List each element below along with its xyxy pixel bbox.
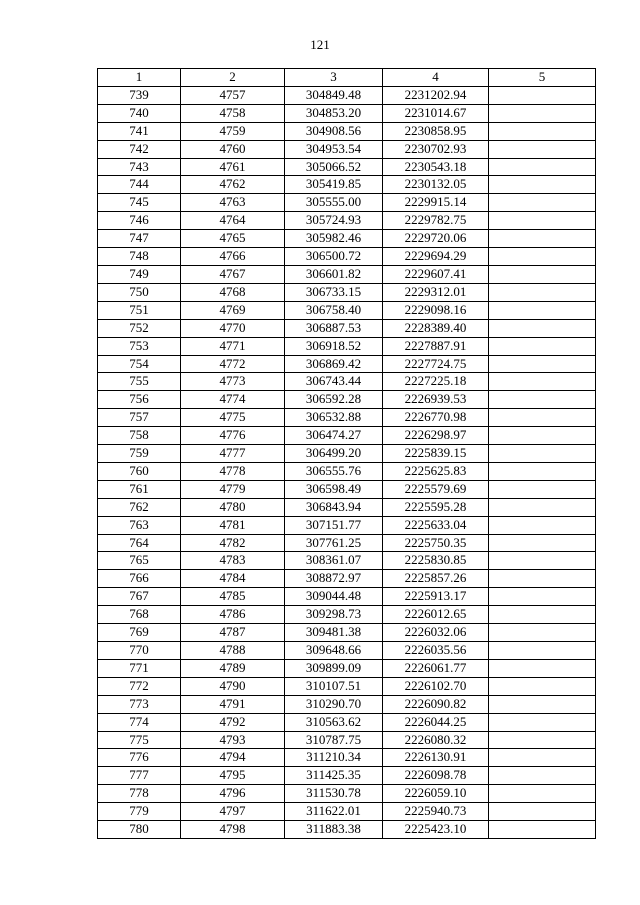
table-cell-col-4: 2229312.01 [383, 283, 489, 301]
table-cell-col-2: 4765 [181, 230, 285, 248]
table-row [98, 301, 596, 319]
table-cell-col-5 [489, 140, 596, 158]
table-cell-col-1: 762 [98, 498, 181, 516]
table-cell-col-2: 4775 [181, 409, 285, 427]
table-cell-col-3: 306887.53 [285, 319, 383, 337]
table-cell-col-5 [489, 642, 596, 660]
table-cell-col-4: 2225625.83 [383, 462, 489, 480]
table-row [98, 552, 596, 570]
table-cell-col-1: 747 [98, 230, 181, 248]
table-row [98, 283, 596, 301]
table-cell-col-3: 304908.56 [285, 122, 383, 140]
table-cell-col-3: 311883.38 [285, 821, 383, 839]
column-header-5: 5 [489, 69, 596, 87]
table-cell-col-3: 306758.40 [285, 301, 383, 319]
table-cell-col-5 [489, 337, 596, 355]
table-row [98, 588, 596, 606]
table-cell-col-2: 4770 [181, 319, 285, 337]
table-row [98, 86, 596, 104]
table-cell-col-1: 745 [98, 194, 181, 212]
table-cell-col-5 [489, 104, 596, 122]
table-cell-col-4: 2226044.25 [383, 713, 489, 731]
table-cell-col-1: 753 [98, 337, 181, 355]
table-cell-col-5 [489, 785, 596, 803]
table-cell-col-1: 750 [98, 283, 181, 301]
table-cell-col-2: 4792 [181, 713, 285, 731]
table-cell-col-5 [489, 767, 596, 785]
table-cell-col-5 [489, 498, 596, 516]
table-cell-col-4: 2226098.78 [383, 767, 489, 785]
table-cell-col-2: 4763 [181, 194, 285, 212]
table-cell-col-1: 752 [98, 319, 181, 337]
table-row [98, 445, 596, 463]
table-cell-col-1: 774 [98, 713, 181, 731]
table-cell-col-2: 4771 [181, 337, 285, 355]
table-cell-col-4: 2227724.75 [383, 355, 489, 373]
table-cell-col-1: 777 [98, 767, 181, 785]
table-row [98, 642, 596, 660]
table-cell-col-2: 4758 [181, 104, 285, 122]
table-row [98, 355, 596, 373]
table-cell-col-3: 306918.52 [285, 337, 383, 355]
table-cell-col-4: 2227887.91 [383, 337, 489, 355]
table-row [98, 731, 596, 749]
table-cell-col-5 [489, 534, 596, 552]
table-cell-col-3: 307151.77 [285, 516, 383, 534]
table-cell-col-5 [489, 409, 596, 427]
table-cell-col-3: 304953.54 [285, 140, 383, 158]
table-cell-col-1: 757 [98, 409, 181, 427]
table-cell-col-5 [489, 248, 596, 266]
table-cell-col-5 [489, 713, 596, 731]
table-row [98, 606, 596, 624]
table-cell-col-1: 760 [98, 462, 181, 480]
table-cell-col-3: 306532.88 [285, 409, 383, 427]
table-cell-col-5 [489, 122, 596, 140]
table-cell-col-5 [489, 445, 596, 463]
table-row [98, 230, 596, 248]
table-cell-col-1: 754 [98, 355, 181, 373]
table-cell-col-5 [489, 552, 596, 570]
table-row [98, 176, 596, 194]
table-cell-col-5 [489, 480, 596, 498]
table-cell-col-2: 4789 [181, 659, 285, 677]
table-cell-col-3: 309044.48 [285, 588, 383, 606]
table-cell-col-4: 2226130.91 [383, 749, 489, 767]
table-cell-col-3: 304849.48 [285, 86, 383, 104]
table-cell-col-2: 4778 [181, 462, 285, 480]
table-cell-col-5 [489, 821, 596, 839]
table-cell-col-3: 310107.51 [285, 677, 383, 695]
table-cell-col-1: 741 [98, 122, 181, 140]
table-cell-col-2: 4760 [181, 140, 285, 158]
table-cell-col-1: 758 [98, 427, 181, 445]
table-cell-col-3: 309481.38 [285, 624, 383, 642]
table-cell-col-5 [489, 588, 596, 606]
table-cell-col-1: 744 [98, 176, 181, 194]
table-cell-col-5 [489, 283, 596, 301]
table-cell-col-2: 4762 [181, 176, 285, 194]
table-cell-col-4: 2226012.65 [383, 606, 489, 624]
table-cell-col-3: 309648.66 [285, 642, 383, 660]
table-cell-col-4: 2226298.97 [383, 427, 489, 445]
table-cell-col-3: 306592.28 [285, 391, 383, 409]
table-cell-col-5 [489, 731, 596, 749]
table-cell-col-1: 779 [98, 803, 181, 821]
table-cell-col-3: 311530.78 [285, 785, 383, 803]
table-cell-col-2: 4780 [181, 498, 285, 516]
table-cell-col-4: 2225750.35 [383, 534, 489, 552]
table-cell-col-5 [489, 86, 596, 104]
table-cell-col-2: 4776 [181, 427, 285, 445]
table-cell-col-3: 306499.20 [285, 445, 383, 463]
table-cell-col-2: 4787 [181, 624, 285, 642]
table-cell-col-2: 4772 [181, 355, 285, 373]
table-cell-col-5 [489, 319, 596, 337]
table-cell-col-1: 780 [98, 821, 181, 839]
table-cell-col-4: 2226035.56 [383, 642, 489, 660]
table-row [98, 534, 596, 552]
table-cell-col-4: 2227225.18 [383, 373, 489, 391]
table-cell-col-1: 739 [98, 86, 181, 104]
table-cell-col-1: 776 [98, 749, 181, 767]
table-cell-col-3: 306474.27 [285, 427, 383, 445]
table-cell-col-1: 766 [98, 570, 181, 588]
table-cell-col-1: 765 [98, 552, 181, 570]
table-cell-col-1: 767 [98, 588, 181, 606]
table-row [98, 319, 596, 337]
table-cell-col-1: 764 [98, 534, 181, 552]
table-cell-col-3: 306500.72 [285, 248, 383, 266]
table-cell-col-2: 4793 [181, 731, 285, 749]
coordinates-table [97, 68, 596, 839]
table-row [98, 427, 596, 445]
table-cell-col-5 [489, 803, 596, 821]
table-cell-col-2: 4766 [181, 248, 285, 266]
table-cell-col-4: 2225633.04 [383, 516, 489, 534]
table-cell-col-2: 4795 [181, 767, 285, 785]
table-cell-col-2: 4790 [181, 677, 285, 695]
table-cell-col-2: 4769 [181, 301, 285, 319]
table-cell-col-4: 2229720.06 [383, 230, 489, 248]
table-cell-col-4: 2226061.77 [383, 659, 489, 677]
table-cell-col-2: 4767 [181, 265, 285, 283]
table-cell-col-5 [489, 695, 596, 713]
table-cell-col-5 [489, 391, 596, 409]
table-cell-col-2: 4779 [181, 480, 285, 498]
table-cell-col-4: 2229607.41 [383, 265, 489, 283]
table-cell-col-4: 2225595.28 [383, 498, 489, 516]
table-row [98, 158, 596, 176]
table-cell-col-3: 310563.62 [285, 713, 383, 731]
table-row [98, 767, 596, 785]
table-cell-col-3: 309899.09 [285, 659, 383, 677]
table-cell-col-2: 4794 [181, 749, 285, 767]
table-cell-col-2: 4797 [181, 803, 285, 821]
table-cell-col-3: 305555.00 [285, 194, 383, 212]
table-cell-col-3: 309298.73 [285, 606, 383, 624]
table-cell-col-5 [489, 176, 596, 194]
table-cell-col-4: 2226102.70 [383, 677, 489, 695]
table-row [98, 785, 596, 803]
table-cell-col-5 [489, 194, 596, 212]
table-cell-col-4: 2229782.75 [383, 212, 489, 230]
table-cell-col-5 [489, 570, 596, 588]
table-cell-col-4: 2230858.95 [383, 122, 489, 140]
table-cell-col-4: 2226939.53 [383, 391, 489, 409]
table-cell-col-2: 4757 [181, 86, 285, 104]
table-cell-col-4: 2229098.16 [383, 301, 489, 319]
column-header-3: 3 [285, 69, 383, 87]
table-row [98, 122, 596, 140]
table-cell-col-1: 742 [98, 140, 181, 158]
table-row [98, 498, 596, 516]
table-cell-col-5 [489, 158, 596, 176]
table-cell-col-4: 2226090.82 [383, 695, 489, 713]
table-cell-col-4: 2225830.85 [383, 552, 489, 570]
column-header-2: 2 [181, 69, 285, 87]
table-cell-col-1: 769 [98, 624, 181, 642]
table-cell-col-1: 761 [98, 480, 181, 498]
table-cell-col-2: 4788 [181, 642, 285, 660]
table-cell-col-5 [489, 230, 596, 248]
table-cell-col-1: 775 [98, 731, 181, 749]
table-cell-col-1: 751 [98, 301, 181, 319]
table-cell-col-3: 308361.07 [285, 552, 383, 570]
table-cell-col-4: 2230132.05 [383, 176, 489, 194]
table-row [98, 624, 596, 642]
table-cell-col-5 [489, 373, 596, 391]
column-header-4: 4 [383, 69, 489, 87]
table-cell-col-4: 2228389.40 [383, 319, 489, 337]
table-cell-col-3: 308872.97 [285, 570, 383, 588]
table-row [98, 677, 596, 695]
header-row [98, 69, 596, 87]
table-cell-col-3: 306743.44 [285, 373, 383, 391]
table-cell-col-3: 311210.34 [285, 749, 383, 767]
table-cell-col-1: 771 [98, 659, 181, 677]
table-row [98, 337, 596, 355]
table-cell-col-2: 4781 [181, 516, 285, 534]
table-cell-col-2: 4759 [181, 122, 285, 140]
table-row [98, 695, 596, 713]
table-cell-col-3: 305419.85 [285, 176, 383, 194]
table-row [98, 480, 596, 498]
table-body [98, 86, 596, 838]
table-cell-col-2: 4798 [181, 821, 285, 839]
table-cell-col-4: 2231014.67 [383, 104, 489, 122]
table-cell-col-3: 305724.93 [285, 212, 383, 230]
table-cell-col-3: 306733.15 [285, 283, 383, 301]
table-cell-col-4: 2231202.94 [383, 86, 489, 104]
table-cell-col-5 [489, 462, 596, 480]
table-cell-col-4: 2230702.93 [383, 140, 489, 158]
table-cell-col-3: 304853.20 [285, 104, 383, 122]
table-cell-col-1: 759 [98, 445, 181, 463]
table-cell-col-4: 2230543.18 [383, 158, 489, 176]
column-header-1: 1 [98, 69, 181, 87]
table-cell-col-5 [489, 212, 596, 230]
table-cell-col-2: 4774 [181, 391, 285, 409]
table-cell-col-5 [489, 749, 596, 767]
table-cell-col-5 [489, 624, 596, 642]
table-row [98, 462, 596, 480]
table-cell-col-1: 768 [98, 606, 181, 624]
table-cell-col-3: 306598.49 [285, 480, 383, 498]
table-cell-col-4: 2226032.06 [383, 624, 489, 642]
table-cell-col-2: 4791 [181, 695, 285, 713]
table-cell-col-4: 2226080.32 [383, 731, 489, 749]
table-cell-col-5 [489, 677, 596, 695]
table-cell-col-5 [489, 301, 596, 319]
table-cell-col-3: 305066.52 [285, 158, 383, 176]
table-cell-col-3: 306843.94 [285, 498, 383, 516]
table-cell-col-1: 740 [98, 104, 181, 122]
table-cell-col-2: 4783 [181, 552, 285, 570]
table-row [98, 749, 596, 767]
table-cell-col-3: 307761.25 [285, 534, 383, 552]
table-cell-col-4: 2229694.29 [383, 248, 489, 266]
table-cell-col-3: 306869.42 [285, 355, 383, 373]
table-cell-col-2: 4761 [181, 158, 285, 176]
table-cell-col-1: 743 [98, 158, 181, 176]
table-row [98, 803, 596, 821]
table-row [98, 570, 596, 588]
table-row [98, 713, 596, 731]
table-cell-col-5 [489, 659, 596, 677]
table-cell-col-2: 4784 [181, 570, 285, 588]
table-cell-col-2: 4796 [181, 785, 285, 803]
table-cell-col-4: 2225423.10 [383, 821, 489, 839]
table-row [98, 104, 596, 122]
table-cell-col-2: 4768 [181, 283, 285, 301]
table-row [98, 516, 596, 534]
table-cell-col-2: 4764 [181, 212, 285, 230]
table-cell-col-4: 2226059.10 [383, 785, 489, 803]
table-cell-col-2: 4777 [181, 445, 285, 463]
table-row [98, 373, 596, 391]
table-cell-col-3: 310290.70 [285, 695, 383, 713]
table-cell-col-4: 2225940.73 [383, 803, 489, 821]
table-row [98, 212, 596, 230]
table-row [98, 391, 596, 409]
table-cell-col-3: 305982.46 [285, 230, 383, 248]
table-cell-col-3: 311425.35 [285, 767, 383, 785]
table-cell-col-4: 2225857.26 [383, 570, 489, 588]
table-cell-col-4: 2225913.17 [383, 588, 489, 606]
table-row [98, 821, 596, 839]
table-cell-col-1: 772 [98, 677, 181, 695]
table-cell-col-5 [489, 355, 596, 373]
table-cell-col-4: 2225579.69 [383, 480, 489, 498]
table-cell-col-3: 311622.01 [285, 803, 383, 821]
table-cell-col-4: 2226770.98 [383, 409, 489, 427]
table-cell-col-3: 306601.82 [285, 265, 383, 283]
table-cell-col-1: 746 [98, 212, 181, 230]
table-cell-col-2: 4782 [181, 534, 285, 552]
table-cell-col-5 [489, 516, 596, 534]
page-number: 121 [310, 37, 330, 52]
table-cell-col-4: 2229915.14 [383, 194, 489, 212]
table-cell-col-1: 749 [98, 265, 181, 283]
table-cell-col-2: 4785 [181, 588, 285, 606]
table-cell-col-5 [489, 427, 596, 445]
table-cell-col-1: 748 [98, 248, 181, 266]
table-cell-col-4: 2225839.15 [383, 445, 489, 463]
table-row [98, 409, 596, 427]
table-header [98, 69, 596, 87]
table-cell-col-1: 770 [98, 642, 181, 660]
table-cell-col-2: 4773 [181, 373, 285, 391]
table-cell-col-2: 4786 [181, 606, 285, 624]
table-row [98, 248, 596, 266]
table-cell-col-5 [489, 606, 596, 624]
table-row [98, 194, 596, 212]
table-cell-col-3: 306555.76 [285, 462, 383, 480]
table-cell-col-1: 755 [98, 373, 181, 391]
table-row [98, 659, 596, 677]
table-cell-col-3: 310787.75 [285, 731, 383, 749]
table-cell-col-5 [489, 265, 596, 283]
table-row [98, 140, 596, 158]
table-cell-col-1: 756 [98, 391, 181, 409]
table-cell-col-1: 763 [98, 516, 181, 534]
table-cell-col-1: 773 [98, 695, 181, 713]
table-cell-col-1: 778 [98, 785, 181, 803]
table-row [98, 265, 596, 283]
